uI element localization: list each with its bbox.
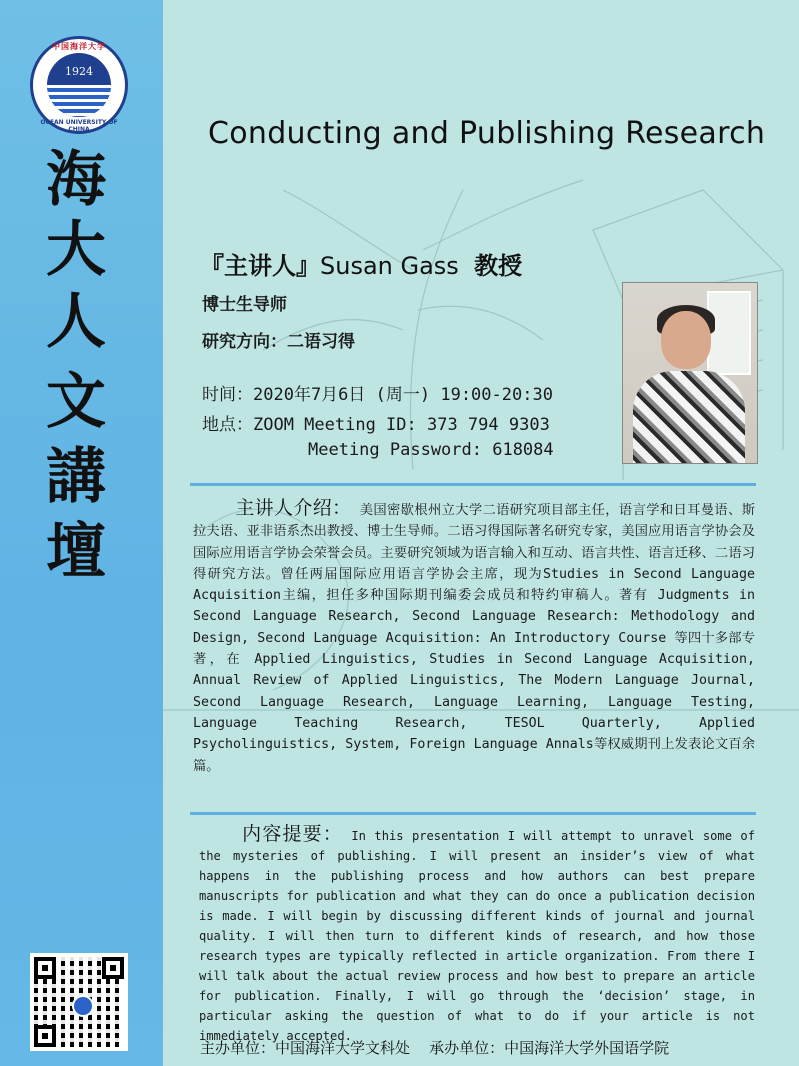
speaker-title: 教授 bbox=[474, 252, 523, 280]
event-time: 时间：2020年7月6日 (周一) 19:00-20:30 bbox=[202, 385, 553, 405]
footer bbox=[200, 1037, 669, 1058]
abstract-heading: 内容提要： bbox=[241, 823, 343, 845]
vertical-title-char: 壇 bbox=[46, 517, 106, 587]
sidebar bbox=[0, 0, 163, 1066]
logo-name-en: OCEAN UNIVERSITY OF CHINA bbox=[40, 119, 118, 133]
abstract-text: In this presentation I will attempt to unravel some of the mysteries of publishing. I will present an insider’s view of what happens in the publishing process and how authors can best prepare manuscripts for publication and what they can do once a publication decision is made. I will begin by discussing different kinds of journal and journal quality. I will then turn to different kinds of research, and how those research types are typically reflected in article organization. From there I will talk about the actual review process and how best to prepare an article for publication. Finally, I will go through the ‘decision’ stage, in particular asking the question of what to do if your article is not immediately accepted. bbox=[199, 829, 755, 1043]
intro-text: 美国密歇根州立大学二语研究项目部主任，语言学和日耳曼语、斯拉夫语、亚非语系杰出教授、博士生导师。二语习得国际著名研究专家，美国应用语言学协会及国际应用语言学协会荣誉会员。主要研究领域为语言输入和互动、语言共性、语言迁移、二语习得研究方法。曾任两届国际应用语言学协会主席，现为Studies in Second Language Acquisition主编，担任多种国际期刊编委会成员和特约审稿人。著有 Judgments in Second Language Research, Second Language Research: Methodology and Design, Second Language Acquisition: An Introductory Course 等四十多部专著，在 Applied Linguistics, Studies in Second Language Acquisition, Annual Review of Applied Linguistics, The Modern Language Journal, Second Language Research, Language Learning, Language Testing, Language Teaching Research, TESOL Quarterly, Applied Psycholinguistics, System, Foreign Language Annals等权威期刊上发表论文百余篇。 bbox=[193, 503, 755, 774]
footer-host: 主办单位：中国海洋大学文科处 bbox=[200, 1039, 411, 1057]
vertical-title-char: 文 bbox=[46, 367, 106, 437]
speaker-name: Susan Gass bbox=[320, 252, 459, 280]
university-logo bbox=[30, 36, 128, 134]
speaker-research: 研究方向：二语习得 bbox=[202, 332, 355, 352]
logo-name-cn: 中国海洋大学 bbox=[52, 42, 106, 51]
intro-heading: 主讲人介绍： bbox=[235, 497, 352, 519]
wave-icon bbox=[47, 85, 111, 117]
footer-organizer: 承办单位：中国海洋大学外国语学院 bbox=[429, 1039, 670, 1057]
logo-emblem bbox=[47, 53, 111, 117]
speaker-introduction bbox=[193, 498, 755, 777]
vertical-title-char: 海 bbox=[46, 145, 106, 215]
divider bbox=[190, 812, 756, 815]
vertical-title-char: 人 bbox=[46, 287, 106, 357]
vertical-title-char: 講 bbox=[46, 442, 106, 512]
logo-year: 1924 bbox=[65, 65, 93, 78]
divider bbox=[190, 483, 756, 486]
talk-abstract bbox=[199, 824, 755, 1046]
event-password: Meeting Password: 618084 bbox=[308, 440, 554, 460]
page-title: Conducting and Publishing Research bbox=[208, 116, 766, 151]
speaker-photo bbox=[622, 282, 758, 464]
qr-code-icon[interactable] bbox=[30, 953, 128, 1051]
event-place: 地点：ZOOM Meeting ID: 373 794 9303 bbox=[202, 415, 550, 435]
speaker-prefix: 『主讲人』 bbox=[200, 252, 320, 280]
speaker-line bbox=[200, 246, 522, 281]
speaker-role: 博士生导师 bbox=[202, 295, 287, 315]
vertical-title-char: 大 bbox=[46, 215, 106, 285]
